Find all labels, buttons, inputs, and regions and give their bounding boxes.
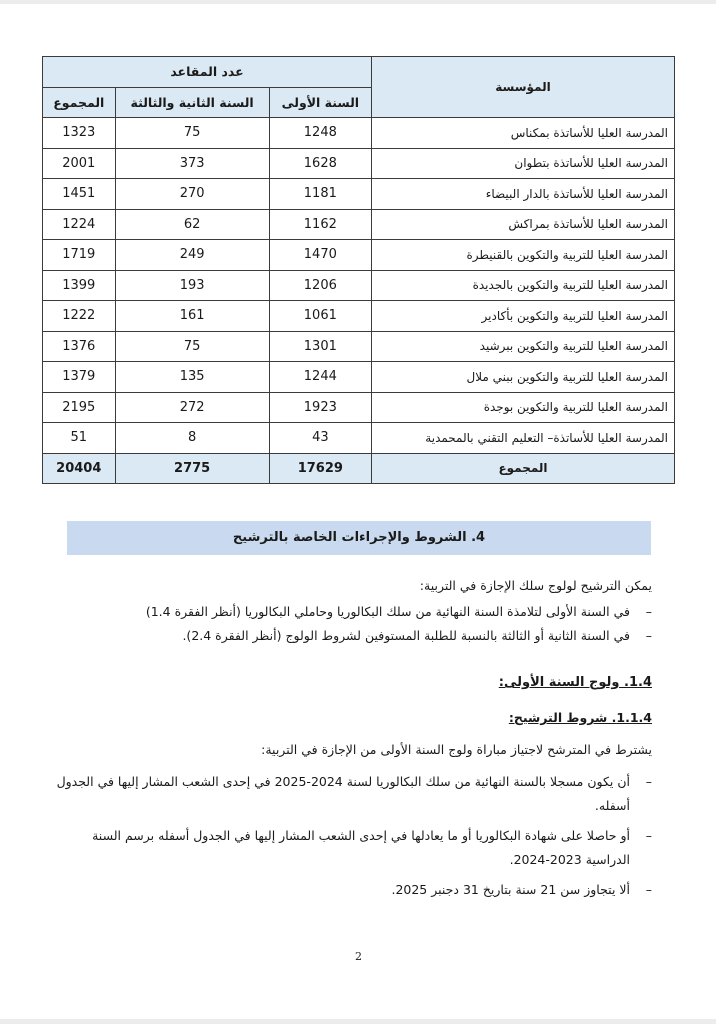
cell-institution: المدرسة العليا للتربية والتكوين بوجدة <box>372 392 675 423</box>
list-item: – أو حاصلا على شهادة البكالوريا أو ما يعادلها في إحدى الشعب المشار إليها في الجدول أسفله برسم السنة الدراسية 2023-2024. <box>52 824 652 872</box>
header-year1: السنة الأولى <box>269 87 371 118</box>
cell-institution: المدرسة العليا للأساتذة بمكناس <box>372 118 675 149</box>
total-year23: 2775 <box>115 453 269 484</box>
table-row <box>43 270 675 301</box>
cell-institution: المدرسة العليا للتربية والتكوين بأكادير <box>372 301 675 332</box>
section-title: 4. الشروط والإجراءات الخاصة بالترشيح <box>67 521 651 555</box>
dash-bullet-icon: – <box>645 882 652 897</box>
subsection-paragraph: يشترط في المترشح لاجتياز مباراة ولوج السنة الأولى من الإجازة في التربية: <box>261 742 652 757</box>
cell-total: 1224 <box>43 209 116 240</box>
cell-total: 2001 <box>43 148 116 179</box>
cell-year23: 62 <box>115 209 269 240</box>
table-row <box>43 392 675 423</box>
subsection-title: 1.4. ولوج السنة الأولى: <box>498 675 652 690</box>
conditions-list <box>52 770 652 908</box>
table-row <box>43 179 675 210</box>
table-row <box>43 148 675 179</box>
cell-year23: 193 <box>115 270 269 301</box>
cell-total: 2195 <box>43 392 116 423</box>
cell-total: 1376 <box>43 331 116 362</box>
list-item: – في السنة الأولى لتلامذة السنة النهائية من سلك البكالوريا وحاملي البكالوريا (أنظر الفقرة 1.4) <box>52 600 652 624</box>
cell-institution: المدرسة العليا للأساتذة بتطوان <box>372 148 675 179</box>
cell-institution: المدرسة العليا للتربية والتكوين ببني ملال <box>372 362 675 393</box>
header-year23: السنة الثانية والثالثة <box>115 87 269 118</box>
cell-year1: 1470 <box>269 240 371 271</box>
dash-bullet-icon: – <box>645 628 652 643</box>
cell-year23: 75 <box>115 331 269 362</box>
cell-year23: 249 <box>115 240 269 271</box>
section-intro: يمكن الترشيح لولوج سلك الإجازة في التربية: <box>419 578 652 593</box>
cell-year1: 1244 <box>269 362 371 393</box>
cell-institution: المدرسة العليا للتربية والتكوين ببرشيد <box>372 331 675 362</box>
table-header-row <box>43 57 675 88</box>
top-edge <box>0 0 716 4</box>
dash-bullet-icon: – <box>645 774 652 789</box>
header-total: المجموع <box>43 87 116 118</box>
subsection-subtitle: 1.1.4. شروط الترشيح: <box>508 710 652 725</box>
cell-year1: 43 <box>269 423 371 454</box>
bottom-edge <box>0 1019 716 1024</box>
list-item: – في السنة الثانية أو الثالثة بالنسبة للطلبة المستوفين لشروط الولوج (أنظر الفقرة 2.4). <box>52 624 652 648</box>
table-row <box>43 331 675 362</box>
cell-institution: المدرسة العليا للتربية والتكوين بالقنيطرة <box>372 240 675 271</box>
header-seats-group: عدد المقاعد <box>43 57 372 88</box>
total-label: المجموع <box>372 453 675 484</box>
section-list <box>52 600 652 648</box>
table-row <box>43 209 675 240</box>
table-row <box>43 362 675 393</box>
cell-institution: المدرسة العليا للأساتذة بمراكش <box>372 209 675 240</box>
cell-year23: 272 <box>115 392 269 423</box>
cell-total: 1379 <box>43 362 116 393</box>
page-number: 2 <box>355 950 362 963</box>
header-institution: المؤسسة <box>372 57 675 118</box>
cell-year1: 1162 <box>269 209 371 240</box>
cell-year1: 1923 <box>269 392 371 423</box>
list-item: – أن يكون مسجلا بالسنة النهائية من سلك البكالوريا لسنة 2024-2025 في إحدى الشعب المشار إليها في الجدول أسفله. <box>52 770 652 818</box>
total-year1: 17629 <box>269 453 371 484</box>
cell-year1: 1248 <box>269 118 371 149</box>
table-total-row <box>43 453 675 484</box>
dash-bullet-icon: – <box>645 828 652 843</box>
cell-year1: 1301 <box>269 331 371 362</box>
seats-table <box>42 56 675 484</box>
cell-year1: 1206 <box>269 270 371 301</box>
cell-total: 1719 <box>43 240 116 271</box>
list-item: – ألا يتجاوز سن 21 سنة بتاريخ 31 دجنبر 2025. <box>52 878 652 902</box>
table-row <box>43 118 675 149</box>
total-total: 20404 <box>43 453 116 484</box>
cell-year23: 135 <box>115 362 269 393</box>
cell-institution: المدرسة العليا للأساتذة– التعليم التقني بالمحمدية <box>372 423 675 454</box>
cell-year1: 1181 <box>269 179 371 210</box>
cell-year1: 1061 <box>269 301 371 332</box>
table-row <box>43 301 675 332</box>
table-row <box>43 423 675 454</box>
cell-year23: 161 <box>115 301 269 332</box>
cell-total: 1451 <box>43 179 116 210</box>
cell-total: 1323 <box>43 118 116 149</box>
cell-total: 1399 <box>43 270 116 301</box>
cell-total: 51 <box>43 423 116 454</box>
dash-bullet-icon: – <box>645 604 652 619</box>
cell-year23: 373 <box>115 148 269 179</box>
cell-year23: 75 <box>115 118 269 149</box>
cell-year23: 270 <box>115 179 269 210</box>
table-row <box>43 240 675 271</box>
cell-institution: المدرسة العليا للتربية والتكوين بالجديدة <box>372 270 675 301</box>
cell-total: 1222 <box>43 301 116 332</box>
cell-institution: المدرسة العليا للأساتذة بالدار البيضاء <box>372 179 675 210</box>
cell-year1: 1628 <box>269 148 371 179</box>
cell-year23: 8 <box>115 423 269 454</box>
